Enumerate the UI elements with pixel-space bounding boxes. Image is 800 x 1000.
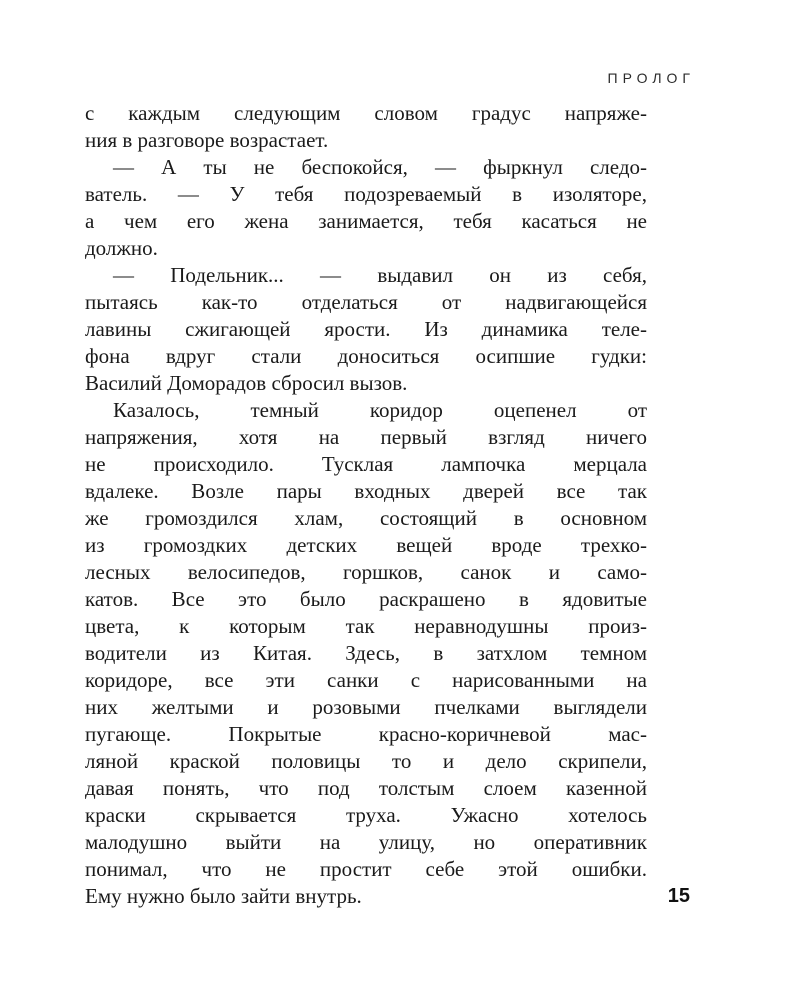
text-line: напряжения, хотя на первый взгляд ничего — [85, 425, 647, 449]
text-line: ния в разговоре возрастает. — [85, 128, 329, 152]
text-line: Ему нужно было зайти внутрь. — [85, 884, 362, 908]
text-line: Василий Доморадов сбросил вызов. — [85, 371, 408, 395]
text-line: — Подельник... — выдавил он из себя, — [113, 263, 647, 287]
text-line: вдалеке. Возле пары входных дверей все так — [85, 479, 647, 503]
paragraph — [85, 262, 647, 397]
text-line: малодушно выйти на улицу, но оперативник — [85, 830, 647, 854]
text-line: должно. — [85, 236, 158, 260]
text-line: пытаясь как-то отделаться от надвигающейся — [85, 290, 647, 314]
text-line: коридоре, все эти санки с нарисованными на — [85, 668, 647, 692]
page-number: 15 — [667, 885, 690, 907]
text-line: ватель. — У тебя подозреваемый в изоляторе, — [85, 182, 647, 206]
text-line: водители из Китая. Здесь, в затхлом темном — [85, 641, 647, 665]
text-line: пугающе. Покрытые красно-коричневой мас- — [85, 722, 647, 746]
text-line: фона вдруг стали доноситься осипшие гудки: — [85, 344, 647, 368]
text-line: же громоздился хлам, состоящий в основном — [85, 506, 647, 530]
text-line: а чем его жена занимается, тебя касаться не — [85, 209, 647, 233]
text-line: краски скрывается труха. Ужасно хотелось — [85, 803, 647, 827]
paragraph — [85, 100, 647, 154]
text-line: с каждым следующим словом градус напряже- — [85, 101, 647, 125]
text-line: них желтыми и розовыми пчелками выглядели — [85, 695, 647, 719]
text-line: из громоздких детских вещей вроде трехко- — [85, 533, 647, 557]
text-line: цвета, к которым так неравнодушны произ- — [85, 614, 647, 638]
text-line: Казалось, темный коридор оцепенел от — [113, 398, 647, 422]
text-line: не происходило. Тусклая лампочка мерцала — [85, 452, 647, 476]
paragraph — [85, 397, 647, 910]
text-line: понимал, что не простит себе этой ошибки. — [85, 857, 647, 881]
paragraph — [85, 154, 647, 262]
text-line: — А ты не беспокойся, — фыркнул следо- — [113, 155, 647, 179]
text-line: давая понять, что под толстым слоем казенной — [85, 776, 647, 800]
running-head: ПРОЛОГ — [607, 70, 695, 86]
text-line: лесных велосипедов, горшков, санок и само- — [85, 560, 647, 584]
text-line: катов. Все это было раскрашено в ядовитые — [85, 587, 647, 611]
body-text — [85, 100, 647, 910]
text-line: лавины сжигающей ярости. Из динамика теле- — [85, 317, 647, 341]
text-line: ляной краской половицы то и дело скрипели, — [85, 749, 647, 773]
